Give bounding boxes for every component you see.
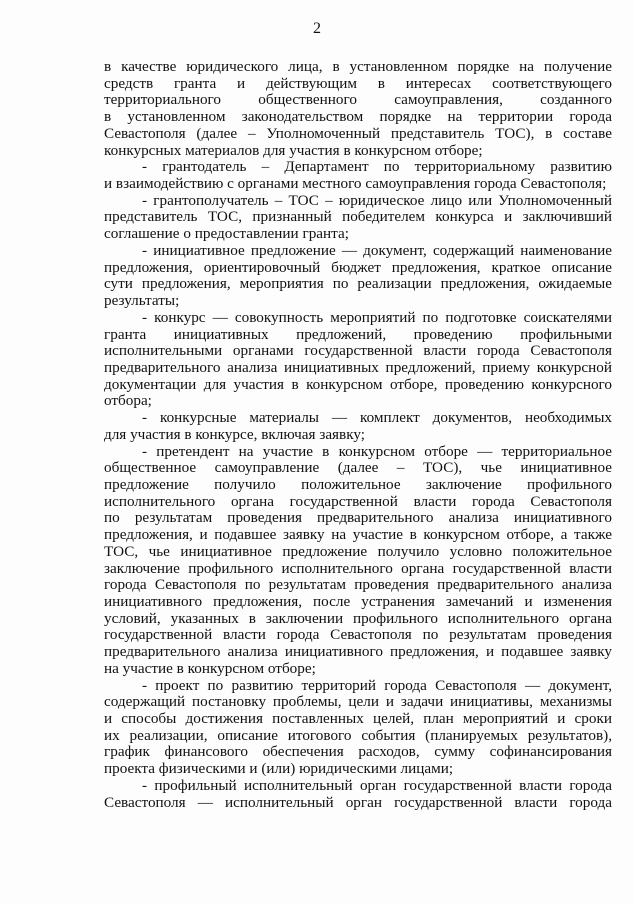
text-line: и взаимодействию с органами местного самоуправления города Севастополя; <box>104 176 607 193</box>
text-line: соглашение о предоставлении гранта; <box>104 226 349 243</box>
text-line: предварительного анализа инициативного предложения, и подавшее заявку <box>104 644 612 661</box>
text-line: для участия в конкурсе, включая заявку; <box>104 426 365 443</box>
text-line: ТОС, чье инициативное предложение получило условно положительное <box>104 543 612 560</box>
text-line: города Севастополя по результатам проведения предварительного анализа <box>104 577 612 594</box>
text-line: документации для участия в конкурсном отборе, проведению конкурсного <box>104 376 612 393</box>
text-line: заключение профильного исполнительного органа государственной власти <box>104 560 612 577</box>
text-line: - конкурс — совокупность мероприятий по подготовке соискателями <box>142 309 612 326</box>
text-line: - грантодатель – Департамент по территориальному развитию <box>142 159 612 176</box>
text-line: Севастополя — исполнительный орган государственной власти города <box>104 794 612 811</box>
text-line: Севастополя (далее – Уполномоченный представитель ТОС), в составе <box>104 125 612 142</box>
text-line: - грантополучатель – ТОС – юридическое лицо или Уполномоченный <box>142 192 612 209</box>
text-line: общественное самоуправление (далее – ТОС), чье инициативное <box>104 460 612 477</box>
text-line: - проект по развитию территорий города Севастополя — документ, <box>142 677 612 694</box>
text-line: сути предложения, мероприятия по реализации предложения, ожидаемые <box>104 276 612 293</box>
text-line: в качестве юридического лица, в установленном порядке на получение <box>104 59 612 75</box>
text-line: инициативного предложения, после устранения замечаний и изменения <box>104 594 612 610</box>
text-line: государственной власти города Севастополя по результатам проведения <box>104 627 612 644</box>
text-line: их реализации, описание итогового события (планируемых результатов), <box>104 727 612 744</box>
text-line: исполнительными органами государственной власти города Севастополя <box>104 343 612 360</box>
text-line: предложения, ориентировочный бюджет предложения, краткое описание <box>104 259 612 276</box>
text-line: конкурсных материалов для участия в конкурсном отборе; <box>104 142 483 159</box>
text-line: в установленном законодательством порядке на территории города <box>104 109 612 126</box>
document-body <box>104 59 612 811</box>
text-line: - инициативное предложение — документ, содержащий наименование <box>142 242 612 259</box>
text-line: график финансового обеспечения расходов, сумму софинансирования <box>104 744 612 761</box>
text-line: условий, указанных в заключении профильного исполнительного органа <box>104 610 612 627</box>
text-line: предложения, и подавшее заявку на участие в конкурсном отборе, а также <box>104 527 612 544</box>
text-line: результаты; <box>104 293 180 310</box>
text-line: предварительного анализа инициативных предложений, приему конкурсной <box>104 359 612 376</box>
text-line: территориального общественного самоуправления, созданного <box>104 92 612 109</box>
text-line: на участие в конкурсном отборе; <box>104 660 316 677</box>
text-line: - конкурсные материалы — комплект документов, необходимых <box>142 410 612 427</box>
text-line: представитель ТОС, признанный победителем конкурса и заключивший <box>104 209 612 226</box>
text-line: предложение получило положительное заключение профильного <box>104 476 612 493</box>
text-line: исполнительного органа государственной власти города Севастополя <box>104 493 612 510</box>
text-line: проекта физическими и (или) юридическими лицами; <box>104 761 454 778</box>
text-line: и способы достижения поставленных целей, план мероприятий и сроки <box>104 711 612 728</box>
text-line: отбора; <box>104 393 152 410</box>
page-number: 2 <box>313 20 321 37</box>
text-line: - профильный исполнительный орган государственной власти города <box>142 777 612 794</box>
text-line: гранта инициативных предложений, проведению профильными <box>104 326 612 343</box>
text-line: средств гранта и действующим в интересах соответствующего <box>104 75 612 92</box>
text-line: по результатам проведения предварительного анализа инициативного <box>104 510 612 527</box>
text-line: - претендент на участие в конкурсном отборе — территориальное <box>142 443 612 460</box>
text-line: содержащий постановку проблемы, цели и задачи инициативы, механизмы <box>104 694 612 711</box>
